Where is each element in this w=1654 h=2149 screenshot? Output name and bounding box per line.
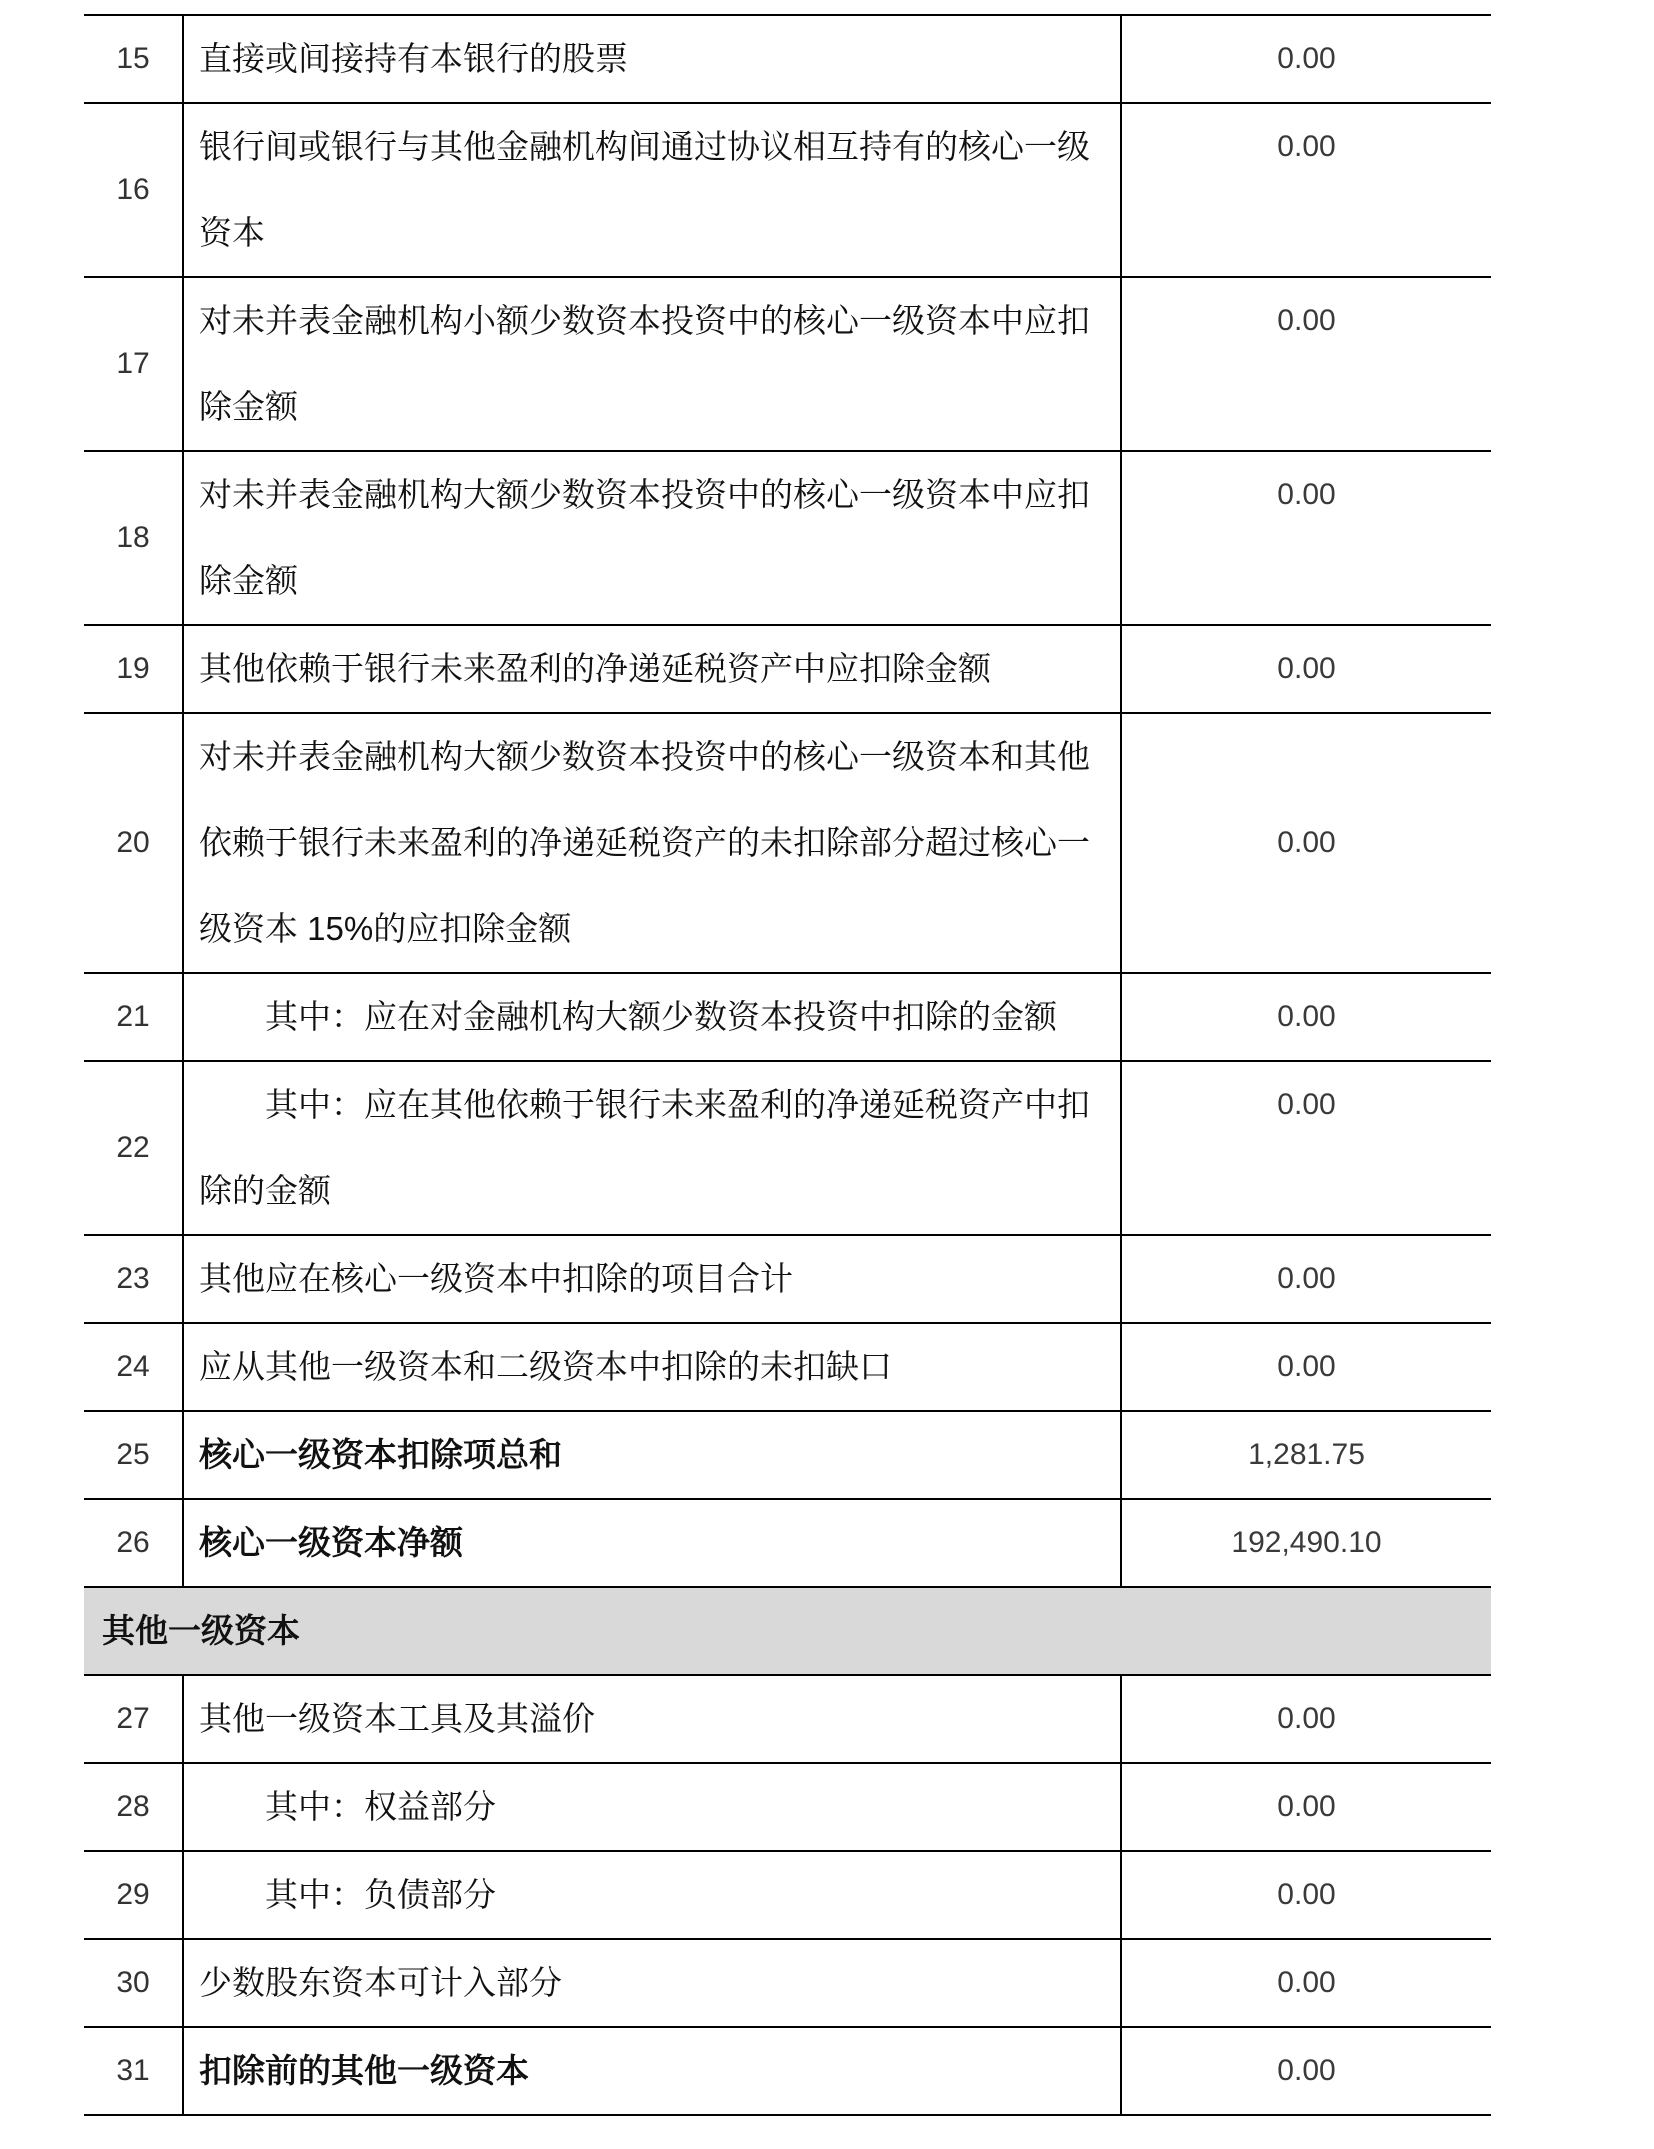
- row-value: 0.00: [1120, 16, 1491, 102]
- table-row: [84, 14, 1491, 102]
- table-row: [84, 450, 1491, 624]
- row-item: 其他应在核心一级资本中扣除的项目合计: [182, 1236, 1120, 1322]
- row-value: 0.00: [1120, 1676, 1491, 1762]
- section-title: 其他一级资本: [102, 1612, 300, 1649]
- row-number: 31: [116, 2054, 150, 2087]
- section-header-row: [84, 1586, 1491, 1674]
- row-number: 20: [116, 826, 150, 859]
- row-number: 22: [116, 1131, 150, 1164]
- row-item: 对未并表金融机构大额少数资本投资中的核心一级资本中应扣除金额: [182, 452, 1120, 624]
- row-value: 0.00: [1120, 714, 1491, 972]
- row-number: 21: [116, 1000, 150, 1033]
- table-row: [84, 276, 1491, 450]
- row-value: 0.00: [1120, 1764, 1491, 1850]
- row-item: 其中：应在其他依赖于银行未来盈利的净递延税资产中扣除的金额: [182, 1062, 1120, 1234]
- row-value: 0.00: [1120, 1940, 1491, 2026]
- row-number: 19: [116, 652, 150, 685]
- row-value: 0.00: [1120, 452, 1491, 624]
- table-row: [84, 1674, 1491, 1762]
- row-item: 直接或间接持有本银行的股票: [182, 16, 1120, 102]
- row-value: 0.00: [1120, 1236, 1491, 1322]
- row-number: 25: [116, 1438, 150, 1471]
- table-row: [84, 1850, 1491, 1938]
- row-item: 应从其他一级资本和二级资本中扣除的未扣缺口: [182, 1324, 1120, 1410]
- row-number: 24: [116, 1350, 150, 1383]
- row-number: 17: [116, 347, 150, 380]
- table-row: [84, 1234, 1491, 1322]
- row-number: 26: [116, 1526, 150, 1559]
- table-row: [84, 102, 1491, 276]
- table-row: [84, 972, 1491, 1060]
- row-value: 0.00: [1120, 278, 1491, 450]
- row-number: 28: [116, 1790, 150, 1823]
- row-value: 0.00: [1120, 2028, 1491, 2114]
- table-row: [84, 1498, 1491, 1586]
- row-value: 0.00: [1120, 1324, 1491, 1410]
- table-row: [84, 1938, 1491, 2026]
- row-item: 对未并表金融机构大额少数资本投资中的核心一级资本和其他依赖于银行未来盈利的净递延税资产的未扣除部分超过核心一级资本 15%的应扣除金额: [182, 714, 1120, 972]
- table-row: [84, 1762, 1491, 1850]
- row-item: 核心一级资本净额: [182, 1500, 1120, 1586]
- row-number: 23: [116, 1262, 150, 1295]
- row-number: 29: [116, 1878, 150, 1911]
- row-item: 其中：负债部分: [182, 1852, 1120, 1938]
- row-value: 1,281.75: [1120, 1412, 1491, 1498]
- row-number: 30: [116, 1966, 150, 1999]
- row-value: 0.00: [1120, 626, 1491, 712]
- table-row: [84, 712, 1491, 972]
- row-value: 0.00: [1120, 104, 1491, 276]
- row-number: 18: [116, 521, 150, 554]
- row-item: 其他依赖于银行未来盈利的净递延税资产中应扣除金额: [182, 626, 1120, 712]
- row-number: 27: [116, 1702, 150, 1735]
- row-value: 0.00: [1120, 1852, 1491, 1938]
- row-value: 0.00: [1120, 1062, 1491, 1234]
- row-item: 其中：应在对金融机构大额少数资本投资中扣除的金额: [182, 974, 1120, 1060]
- table-row: [84, 1060, 1491, 1234]
- row-value: 192,490.10: [1120, 1500, 1491, 1586]
- row-item: 核心一级资本扣除项总和: [182, 1412, 1120, 1498]
- table-row: [84, 1410, 1491, 1498]
- row-item: 其他一级资本工具及其溢价: [182, 1676, 1120, 1762]
- table-row: [84, 1322, 1491, 1410]
- capital-composition-table: [84, 14, 1491, 2116]
- row-item: 少数股东资本可计入部分: [182, 1940, 1120, 2026]
- row-number: 16: [116, 173, 150, 206]
- table-row: [84, 2026, 1491, 2114]
- table-row: [84, 624, 1491, 712]
- row-item: 扣除前的其他一级资本: [182, 2028, 1120, 2114]
- row-item: 银行间或银行与其他金融机构间通过协议相互持有的核心一级资本: [182, 104, 1120, 276]
- row-item: 对未并表金融机构小额少数资本投资中的核心一级资本中应扣除金额: [182, 278, 1120, 450]
- row-item: 其中：权益部分: [182, 1764, 1120, 1850]
- row-number: 15: [116, 42, 150, 75]
- row-value: 0.00: [1120, 974, 1491, 1060]
